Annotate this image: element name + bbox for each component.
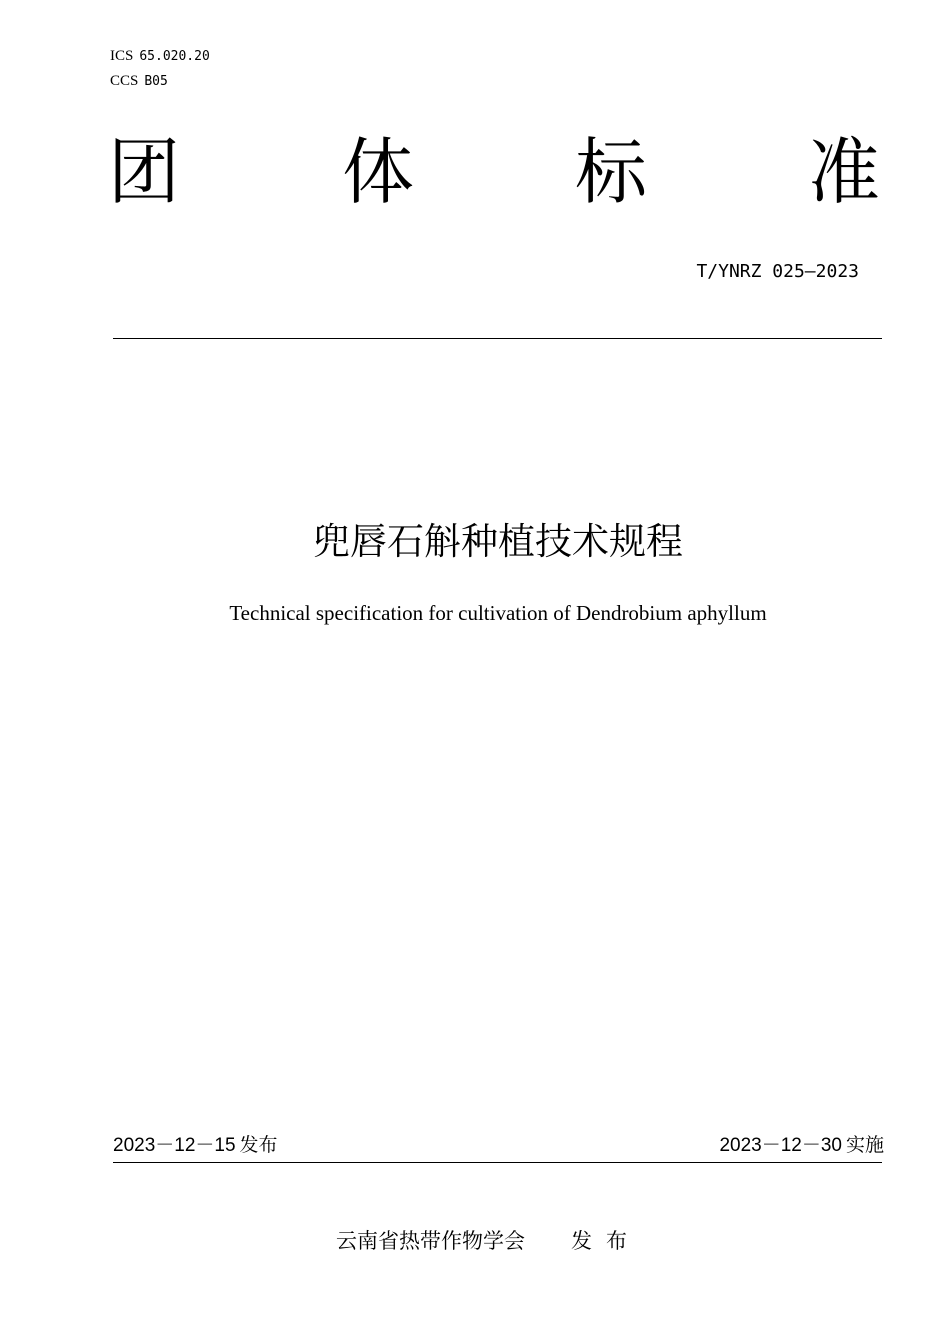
- english-title: Technical specification for cultivation of Dendrobium aphyllum: [229, 601, 767, 625]
- ccs-classification: [110, 72, 168, 91]
- standard-type-char-3: 标: [575, 130, 648, 214]
- bottom-divider: [113, 1162, 882, 1163]
- implement-label: 实施: [845, 1134, 884, 1156]
- standard-type-char-2: 体: [342, 130, 415, 214]
- ics-classification: [110, 47, 210, 66]
- issue-date: 2023－12－15: [113, 1135, 236, 1156]
- standard-type-char-1: 团: [108, 130, 181, 214]
- issue-label: 发布: [239, 1134, 278, 1156]
- top-divider: [113, 338, 882, 339]
- ics-label: ICS: [110, 48, 134, 64]
- publisher-name: 云南省热带作物学会: [336, 1229, 525, 1253]
- implement-date-line: [719, 1132, 884, 1159]
- ics-value: 65.020.20: [139, 49, 210, 64]
- ccs-label: CCS: [110, 73, 139, 89]
- issue-date-line: [113, 1132, 278, 1159]
- standard-type-char-4: 准: [808, 130, 881, 214]
- publish-label: 发布: [571, 1229, 641, 1253]
- publisher-line: [336, 1227, 641, 1255]
- standard-code: T/YNRZ 025—2023: [696, 261, 859, 282]
- ccs-value: B05: [144, 74, 168, 89]
- implement-date: 2023－12－30: [719, 1135, 842, 1156]
- chinese-title: 兜唇石斛种植技术规程: [313, 520, 683, 563]
